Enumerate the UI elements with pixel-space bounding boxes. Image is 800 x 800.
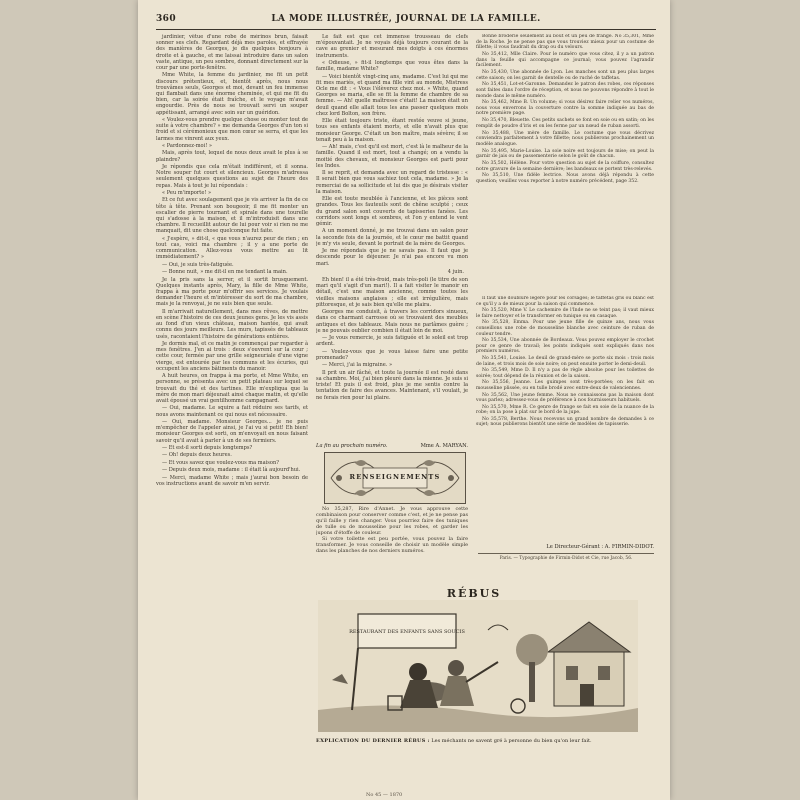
story-paragraph: Il m'arrivait naturellement, dans mes rêves, de mettre en scène l'histoire de ces deux jeunes gens. Je les vis assis au fond d'un vieux château, maison hantée, qui avait connu des jours meilleurs. Les murs, tapissés de tableaux usés, racontaient l'histoire de générations entières. (156, 308, 308, 340)
answer-paragraph: No 35,451, Lot-et-Garonne. Demandez le patron des robes, ces réponses sont faites dans l'ordre de réception, et nous ne pouvons répondre à tout le monde dans le même numéro. (476, 82, 654, 99)
story-paragraph: Mais, après tout, lequel de nous deux avait le plus à se plaindre? (156, 150, 308, 163)
header-rule (156, 29, 656, 30)
story-paragraph: « J'espère, » dit-il, « que vous n'aurez peur de rien ; en tout cas, voici ma chambre ; il y a une porte de communication. Allez-vous vous mettre au lit immédiatement? » (156, 235, 308, 261)
story-paragraph: Elle est toute meublée à l'ancienne, et les pièces sont grandes. Tous les fauteuils sont de chêne sculpté ; ceux du grand salon sont couverts de tapisseries fanées. Les corridors sont longs et sombres, et l'on y entend le vent gémir. (316, 196, 468, 228)
story-paragraph: Je dormis mal, et ce matin je commençai par regarder à mes fenêtres. J'en ai trois : deux s'ouvrent sur la cour ; cette cour, fermée par une grille seigneuriale d'une vigne vierge, est entourée par les communs et les écuries, qui occupent les anciens bâtiments du manoir. (156, 340, 308, 372)
answer-paragraph: No 35,430, Une abonnée de Lyon. Les manches sont un peu plus larges cette saison; on les garnit de dentelle ou de ruché de taffetas. (476, 69, 654, 81)
story-paragraph: — Ah! mais, c'est qu'il est mort, c'est là le malheur de la famille. Quand il est mort, tout a changé; on a vendu la moitié des chevaux, et monsieur Georges est parti pour les Indes. (316, 144, 468, 169)
story-paragraph: Eh bien! il a été très-froid, mais très-poli (le titre de son mari qu'il s'agit d'un mari!). Il a fait visiter le manoir en détail, c'est une maison ancienne, comme toutes les vieilles maisons anglaises ; elle est irrégulière, mais pittoresque, et je sais bien qu'elle me plaira. (316, 277, 468, 308)
story-paragraph: — Oui, madame. Le squire a fait réduire ses tarifs, et nous avons maintenant ce qui nous est nécessaire. (156, 405, 308, 418)
answer-paragraph: No 35,412, Mlle Claire. Pour le numéro que vous citez, il y a un patron dans la feuille qui accompagne ce journal; vous pouvez l'agrandir facilement. (476, 51, 654, 69)
story-paragraph: A un moment donné, je me trouvai dans un salon pour la seconde fois de la journée, et le cœur me battit quand je m'y vis seule, devant le portrait de la mère de Georges. (316, 228, 468, 247)
story-paragraph: — Voulez-vous que je vous laisse faire une petite promenade? (316, 348, 468, 362)
story-paragraph: jardinier, vêtue d'une robe de mérinos brun, faisait sonner ses clefs. Regardant déjà mes paroles, et effrayée des manières de Georges, je dis quelques bonjours à droite et à gauche, et me laissai introduire dans un salon vaste, antique, un peu sombre, donnant directement sur la cour par une porte-fenêtre. (156, 34, 308, 72)
story-paragraph: Elle était toujours triste, étant restée veuve si jeune, tous ses enfants étaient morts, et elle n'avait plus que monsieur George. C'était un bon maître, mais sévère; il se tenait peu à la maison. (316, 118, 468, 143)
story-paragraph: Il se reprit, et demanda avec un regard de tristesse : « Il serait bien que vous sachiez tout cela, madame. » Je la remerciai de sa sollicitude et lui dis que je désirais visiter la maison. (316, 170, 468, 195)
answer-paragraph: No 35,534, Une abonnée de Bordeaux. Vous pouvez employer le crochet pour ce genre de travail; les points indiqués sont expliqués dans nos premiers numéros. (476, 338, 654, 355)
page-folio: No 45 — 1870 (366, 792, 403, 798)
answer-paragraph: No 35,541, Louise. Le deuil de grand-mère se porte six mois : trois mois de laine, et trois mois de soie noire; on peut ensuite porter le demi-deuil. (476, 355, 654, 367)
answer-paragraph: No 35,528, Emma. Pour une jeune fille de quinze ans, nous vous conseillons une robe de mousseline blanche avec ceinture de ruban de couleur tendre. (476, 320, 654, 337)
director-signature: Le Directeur-Gérant : A. FIRMIN-DIDOT. (546, 544, 654, 550)
story-paragraph: Et ce fut avec soulagement que je vis arriver la fin de ce tête à tête. Prenant son bougeoir, il me fit monter un escalier de pierre tournant et spirale dans une tourelle qui s'adosse à la maison, et il m'introduisit dans une chambre. Il recueillit autour de lui pour voir si rien ne me manquait, dit une chose quelconque fut faite. (156, 197, 308, 235)
page-header (156, 14, 656, 28)
story-paragraph: Je la pris sans la serrer, et il sortit brusquement. Quelques instants après, Mary, la fille de Mme White, frappa à ma porte pour m'offrir ses services. Je voulais demander l'heure et m'intéresser du sort de ma chambre, mais je la renvoyai, je ne suis bien que seule. (156, 276, 308, 308)
answer-paragraph: No 35,562, Une jeune femme. Nous ne connaissons pas la maison dont vous parlez; adressez-vous de préférence à nos fournisseurs habituels. (476, 392, 654, 404)
newspaper-page (138, 0, 670, 800)
story-paragraph: « Peu m'importe! » (162, 190, 212, 196)
story-paragraph: Il prit un air fâché, et toute la journée il est resté dans sa chambre. Moi, j'ai bien pleuré dans la mienne. Je suis si triste! Et puis il est froid, plus je me sentis contre la tentation de faire des avances. Maintenant, s'il voulait, je ne ferais rien pour lui plaire. (316, 369, 468, 401)
answer-paragraph: No 35,549, Mme D. Il n'y a pas de règle absolue pour les toilettes de soirée; tout dépend de la réunion et de la saison. (476, 368, 654, 379)
story-paragraph: Le fait est que cet immense trousseau de clefs m'épouvantait. Je ne voyais déjà toujours courant de la cave au grenier et mesurant mes doigts à ces énormes instruments. (316, 34, 468, 59)
answer-paragraph: No 35,502, Hélène. Pour votre question au sujet de la coiffure, consultez notre gravure de la semaine dernière; les bandeaux se portent très-relevés. (476, 160, 654, 172)
renseignements-ornament (324, 452, 466, 504)
story-paragraph: — Je vous remercie, je suis fatiguée et le soleil est trop ardent. (316, 335, 468, 348)
story-column-2 (316, 34, 468, 442)
diary-date: 4 juin. (447, 268, 464, 275)
answer-paragraph: No 35,520, Mme V. Le cachemire de l'Inde ne se teint pas; il vaut mieux le faire nettoyer et le transformer en tunique ou en casaque. (476, 308, 654, 319)
story-paragraph: — Voici bientôt vingt-cinq ans, madame. C'est lui qui me fit mes mariés, et quand ma fille vint au monde, Mistress Ocle me dit : « Vous l'élèverez chez moi. » White, quand Georges se maria, elle se fit la femme de chambre de sa femme. — Ah! quelle maîtresse c'était! La maison était un deuil quand elle allait tous les ans passer quelques mois chez lord Bolton, son frère. (316, 73, 468, 117)
continuation-note: La fin au prochain numéro. (316, 443, 388, 449)
rebus-title: RÉBUS (446, 587, 502, 600)
story-paragraph: « Odieuse, » fit-il longtemps que vous êtes dans la famille, madame White? (316, 60, 468, 73)
answer-paragraph: No 35,570, Mme R. Ce genre de frange se fait en soie de la nuance de la robe; on la pose à plat sur le bord de la jupe. (476, 404, 654, 416)
story-paragraph: — Merci, madame White ; mais j'aurai bon besoin de vos instructions avant de savoir m'en servir. (156, 474, 308, 487)
story-paragraph: — Bonne nuit, » me dit-il en me tendant la main. (162, 269, 288, 276)
story-paragraph: — Et vous savez que voulez-vous ma maison? (162, 459, 279, 466)
renseignements-paragraph: No 35,287, Rire d'Annet. Je vous approuve cette combinaison pour conserver comme c'est, et je ne pense pas qu'il faille y rien changer. Vous pourriez faire des tuniques de tulle ou de mousseline pour les robes, et garder les jupons d'étoffe de couleur. (316, 506, 468, 536)
story-paragraph: — Oui, madame. Monsieur Georges... je ne puis m'empêcher de l'appeler ainsi, je l'ai vu si petit! Eh bien! monsieur Georges est sorti, on m'envoyait en nous faisant savoir qu'il avait à parler à un de ses fermiers. (156, 418, 308, 444)
rebus-sign-text: RESTAURANT DES ENFANTS SANS SOUCIS (349, 629, 465, 635)
renseignements-body (316, 506, 468, 576)
answer-paragraph: No 35,510, Une fidèle lectrice. Nous avons déjà répondu à cette question; veuillez vous reporter à notre numéro précédent, page 352. (476, 173, 654, 184)
story-paragraph: « Voulez-vous prendre quelque chose ou monter tout de suite à votre chambre? » me demanda Georges d'un ton si froid et si cérémonieux que mon cœur se serra, et que les larmes me vinrent aux yeux. (156, 117, 308, 142)
printer-imprint: Paris. — Typographie de Firmin-Didot et Cie, rue Jacob, 56. (478, 553, 654, 561)
story-paragraph: « Pardonnez-moi! » (162, 143, 213, 150)
story-author: Mme A. MARYAN. (420, 443, 468, 449)
answer-paragraph: No 35,488, Une mère de famille. Le costume que vous décrivez conviendra parfaitement à votre fillette; nous publierons prochainement un modèle analogue. (476, 130, 654, 147)
page-number: 360 (156, 14, 176, 24)
rebus-illustration (318, 600, 638, 732)
renseignements-heading: RENSEIGNEMENTS (349, 473, 441, 481)
answer-paragraph: No 35,578, Berthe. Nous recevons un grand nombre de demandes à ce sujet; nous publierons bientôt une série de modèles de tapisserie. (476, 416, 654, 428)
publication-title: LA MODE ILLUSTRÉE, JOURNAL DE LA FAMILLE. (271, 14, 541, 24)
rebus-caption-text: Les méchants ne savent gré à personne du bien qu'on leur fait. (431, 738, 592, 744)
story-paragraph: — Oui, je suis très-fatiguée. (162, 261, 234, 268)
story-paragraph: Georges me conduisit, à travers les corridors sinueux, dans ce charmant carrosse où se trouvaient des meubles antiques et des tableaux. Mais nous ne parlâmes guère ; je ne pouvais oublier combien il était loin de moi. (316, 309, 468, 334)
answer-paragraph: No 35,462, Mme B. Un volume; si vous désirez faire relier vos numéros, nous vous enverrons la couverture contre la somme indiquée au bas de notre première page. (476, 100, 654, 117)
answer-paragraph: Il faut une doublure légère pour les corsages; le taffetas gris ou blanc est ce qu'il y a de mieux pour la saison qui commence. (476, 296, 654, 307)
story-paragraph: — Oh! depuis deux heures. (162, 452, 232, 459)
answer-paragraph: No 35,470, Bleuette. Ces petits sachets se font en soie ou en satin; on les remplit de poudre d'iris et on les ferme par un nœud de ruban assorti. (476, 118, 654, 129)
answers-column-lower (476, 296, 654, 540)
story-column-1 (156, 34, 308, 764)
rebus-caption-label: EXPLICATION DU DERNIER RÉBUS : (316, 738, 430, 744)
rebus-caption (316, 738, 652, 744)
story-paragraph: — Depuis deux mois, madame : il était là aujourd'hui. (162, 467, 301, 474)
answer-paragraph: No 35,556, Jeanne. Les guimpes sont très-portées; on les fait en mousseline plissée, ou en tulle brodé avec entre-deux de valenciennes. (476, 380, 654, 391)
story-paragraph: Je répondis que cela m'était indifférent, et il sonna. Notre souper fut court et silencieux. Georges m'adressa seulement quelques questions au sujet de l'heure des repas. Mais à tout je lui répondais : (156, 164, 308, 189)
story-paragraph: Mme White, la femme du jardinier, me fit un petit discours prétentieux, et, bientôt après, nous nous trouvâmes seuls, Georges et moi, devant un feu immense qui flambait dans une énorme cheminée, et qui me fit du bien, car la soirée était fraîche, et le voyage m'avait engourdie. Près de nous se trouvait servi un souper appétissant, arrangé avec soin sur un guéridon. (156, 72, 308, 116)
story-paragraph: Je me répondais que je ne savais pas. Il faut que je descende pour le déjeuner. Je n'ai pas encore vu mon mari. (316, 248, 468, 267)
story-paragraph: — Et est-il sorti depuis longtemps? (162, 444, 253, 451)
answer-paragraph: No 35,495, Marie-Louise. La soie noire est toujours de mise; on peut la garnir de jais ou de passementerie selon le goût de chacun. (476, 148, 654, 160)
answer-paragraph: Bonne broderie seulement au bout et un peu de frange. No 35,301, Mme de la Roche. Je ne pense pas que vous trouviez mieux pour un costume de fillette; il vous faudrait du drap ou du velours. (476, 34, 654, 51)
story-paragraph: A huit heures, on frappa à ma porte, et Mme White, en personne, se présenta avec un petit plateau sur lequel se trouvait du thé et des tartines. Elle m'expliqua que la mère de mon mari déjeunait ainsi chaque matin, et qu'elle avait épousé un vrai gentilhomme campagnard. (156, 373, 308, 404)
story-paragraph: — Merci, j'ai la migraine. » (322, 362, 393, 369)
renseignements-paragraph: Si votre toilette est peu portée, vous pouvez la faire transformer. Je vous conseille de choisir un modèle simple dans les planches de nos derniers numéros. (316, 536, 468, 554)
answers-column (476, 34, 654, 294)
